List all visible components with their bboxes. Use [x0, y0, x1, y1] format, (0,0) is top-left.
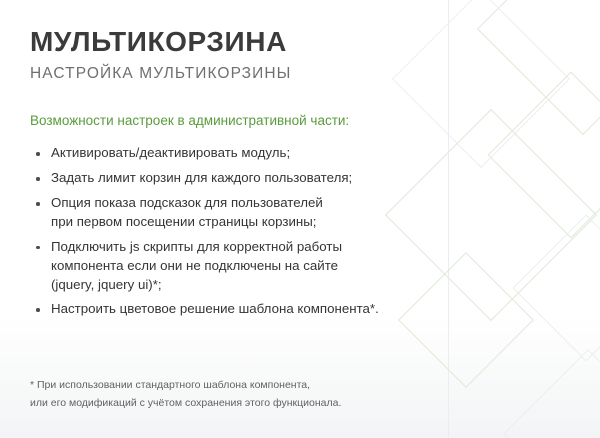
list-item-line: Активировать/деактивировать модуль; — [51, 145, 291, 161]
settings-feature-list — [30, 144, 570, 319]
section-lead-text: Возможности настроек в административной части: — [30, 113, 350, 129]
slide-content — [30, 26, 570, 325]
diamond-decoration-7 — [503, 349, 600, 438]
list-item-line: Опция показа подсказок для пользователей — [51, 195, 323, 211]
list-item-line: компонента если они не подключены на сайте — [51, 257, 339, 273]
page-title: МУЛЬТИКОРЗИНА — [30, 26, 287, 57]
list-item-line: при первом посещении страницы корзины; — [51, 213, 317, 229]
footnote-line: * При использовании стандартного шаблона компонента, — [30, 379, 311, 392]
list-item — [30, 300, 570, 319]
list-item-line: (jquery, jquery ui)*; — [51, 276, 162, 292]
list-item — [30, 144, 570, 163]
list-item — [30, 238, 570, 295]
list-item-line: Задать лимит корзин для каждого пользователя; — [51, 170, 353, 186]
footnote — [30, 377, 341, 412]
list-item-line: Настроить цветовое решение шаблона компонента*. — [51, 301, 379, 317]
list-item — [30, 194, 570, 232]
page-subtitle: НАСТРОЙКА МУЛЬТИКОРЗИНЫ — [30, 65, 292, 83]
footnote-line: или его модификаций с учётом сохранения этого функционала. — [30, 396, 342, 409]
list-item-line: Подключить js скрипты для корректной работы — [51, 238, 343, 254]
list-item — [30, 169, 570, 188]
